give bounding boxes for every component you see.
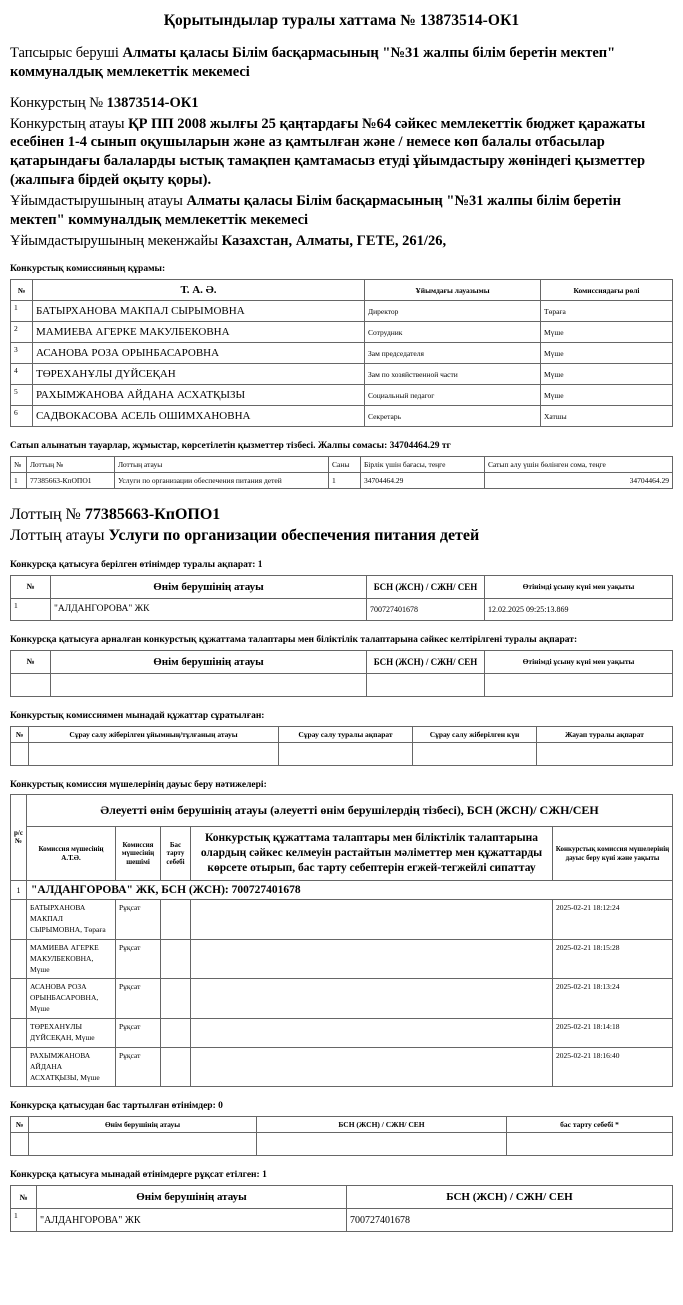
column-header-supplier-group: Әлеуетті өнім берушінің атауы (әлеуетті өнім берушілердің тізбесі), БСН (ЖСН)/ СЖН/СЕН xyxy=(27,795,673,827)
table-row xyxy=(11,473,673,489)
cell-spacer xyxy=(11,939,27,979)
column-header-number: № xyxy=(11,650,51,673)
column-header-role: Комиссиядағы рөлі xyxy=(541,280,673,301)
cell-role: Хатшы xyxy=(541,406,673,427)
column-header-answer-info: Жауап туралы ақпарат xyxy=(537,726,673,742)
table-header-row xyxy=(11,575,673,598)
column-header-organization: Сұрау салу жіберілген ұйымның/тұлғаның атауы xyxy=(29,726,279,742)
cell-number: 3 xyxy=(11,343,33,364)
cell-decision: Рұқсат xyxy=(116,900,161,940)
tender-number-line xyxy=(10,94,673,113)
cell-spacer xyxy=(11,1047,27,1087)
table-row xyxy=(11,364,673,385)
column-header-vote-timestamp: Конкурстық комиссия мүшелерінің дауыс беру күні және уақыты xyxy=(552,827,672,881)
cell-allocated-sum: 34704464.29 xyxy=(485,473,673,489)
table-row xyxy=(11,1047,673,1087)
column-header-number: № xyxy=(11,457,27,473)
cell-fullname: МАМИЕВА АГЕРКЕ МАКУЛБЕКОВНА xyxy=(33,322,365,343)
cell-reason xyxy=(161,1019,191,1048)
voting-results-table xyxy=(10,794,673,1087)
cell-group-title: "АЛДАНГОРОВА" ЖК, БСН (ЖСН): 700727401678 xyxy=(27,881,673,900)
column-header-supplier: Өнім берушінің атауы xyxy=(37,1186,347,1209)
cell-fullname: САДВОКАСОВА АСЕЛЬ ОШИМХАНОВНА xyxy=(33,406,365,427)
customer-label: Тапсырыс беруші xyxy=(10,45,119,61)
compliance-section-label: Конкурсқа қатысуға арналған конкурстық құжаттама талаптары мен біліктілік талаптарына сәйкес келтірілгені туралы ақпарат: xyxy=(10,634,578,645)
column-header-number: № xyxy=(11,726,29,742)
column-header-decision: Комиссия мүшесінің шешімі xyxy=(116,827,161,881)
cell-fullname: АСАНОВА РОЗА ОРЫНБАСАРОВНА xyxy=(33,343,365,364)
column-header-bin: БСН (ЖСН) / СЖН/ СЕН xyxy=(367,650,485,673)
table-row xyxy=(11,979,673,1019)
customer-line xyxy=(10,44,673,82)
cell-number: 6 xyxy=(11,406,33,427)
column-header-bin: БСН (ЖСН) / СЖН/ СЕН xyxy=(347,1186,673,1209)
commission-section-label: Конкурстық комиссияның құрамы: xyxy=(10,264,166,275)
tender-name-label: Конкурстың атауы xyxy=(10,115,125,132)
cell-spacer xyxy=(11,900,27,940)
cell-fullname: ТӨРЕХАНҰЛЫ ДҮЙСЕҚАН xyxy=(33,364,365,385)
cell-supplier xyxy=(51,673,367,696)
admitted-section-label: Конкурсқа қатысуға мынадай өтінімдерге рұқсат етілген: 1 xyxy=(10,1170,267,1181)
cell-number: 4 xyxy=(11,364,33,385)
cell-number xyxy=(11,1133,29,1156)
cell-number: 1 xyxy=(11,1209,37,1232)
table-header-row xyxy=(11,280,673,301)
table-row xyxy=(11,343,673,364)
cell-supplier xyxy=(29,1133,257,1156)
cell-reason xyxy=(161,900,191,940)
cell-description xyxy=(191,979,553,1019)
applications-section-label: Конкурсқа қатысуға берілген өтінімдер туралы ақпарат: 1 xyxy=(10,560,263,571)
column-header-allocated-sum: Сатып алу үшін бөлінген сома, теңге xyxy=(485,457,673,473)
table-header-row xyxy=(11,1186,673,1209)
organizer-name-label: Ұйымдастырушының атауы xyxy=(10,192,183,209)
cell-vote-timestamp: 2025-02-21 18:12:24 xyxy=(552,900,672,940)
table-row xyxy=(11,742,673,765)
admitted-applications-table xyxy=(10,1185,673,1232)
column-header-submitted-at: Өтінімді ұсыну күні мен уақыты xyxy=(485,575,673,598)
cell-spacer xyxy=(11,979,27,1019)
requested-documents-table xyxy=(10,726,673,766)
cell-description xyxy=(191,939,553,979)
column-header-bin: БСН (ЖСН) / СЖН/ СЕН xyxy=(257,1117,507,1133)
organizer-name-value: Алматы қаласы Білім басқармасының "№31 жалпы білім беретін мектеп" коммуналдық мемлекеттік мекемесі xyxy=(10,192,621,228)
cell-submitted-at xyxy=(485,673,673,696)
table-row xyxy=(11,1133,673,1156)
lot-name-label: Лоттың атауы xyxy=(10,527,105,545)
cell-number: 1 xyxy=(11,473,27,489)
column-header-reason: Бас тарту себебі xyxy=(161,827,191,881)
rejected-section-label: Конкурсқа қатысудан бас тартылған өтінімдер: 0 xyxy=(10,1101,223,1112)
table-row xyxy=(11,673,673,696)
cell-reason xyxy=(161,939,191,979)
lot-name-line xyxy=(10,526,673,546)
cell-bin xyxy=(367,673,485,696)
cell-decision: Рұқсат xyxy=(116,1019,161,1048)
cell-vote-timestamp: 2025-02-21 18:14:18 xyxy=(552,1019,672,1048)
cell-reason xyxy=(161,1047,191,1087)
rejected-applications-table xyxy=(10,1116,673,1156)
table-row xyxy=(11,1019,673,1048)
column-header-lot-name: Лоттың атауы xyxy=(115,457,329,473)
cell-fullname: РАХЫМЖАНОВА АЙДАНА АСХАТҚЫЗЫ xyxy=(33,385,365,406)
organizer-address-value: Казахстан, Алматы, ГЕТЕ, 261/26, xyxy=(221,232,447,249)
cell-member: АСАНОВА РОЗА ОРЫНБАСАРОВНА, Мүше xyxy=(27,979,116,1019)
cell-role: Мүше xyxy=(541,385,673,406)
cell-supplier: "АЛДАНГОРОВА" ЖК xyxy=(37,1209,347,1232)
commission-table xyxy=(10,279,673,427)
cell-request-info xyxy=(279,742,413,765)
cell-number: 1 xyxy=(11,301,33,322)
table-header-row xyxy=(11,457,673,473)
cell-vote-timestamp: 2025-02-21 18:15:28 xyxy=(552,939,672,979)
table-header-row xyxy=(11,726,673,742)
organizer-name-line xyxy=(10,192,673,230)
cell-bin xyxy=(257,1133,507,1156)
cell-group-number: 1 xyxy=(11,881,27,900)
cell-number: 2 xyxy=(11,322,33,343)
cell-position: Социальный педагог xyxy=(365,385,541,406)
lot-number-line xyxy=(10,505,673,525)
table-row xyxy=(11,301,673,322)
cell-vote-timestamp: 2025-02-21 18:13:24 xyxy=(552,979,672,1019)
cell-supplier: "АЛДАНГОРОВА" ЖК xyxy=(51,598,367,620)
table-row xyxy=(11,385,673,406)
column-header-description: Конкурстық құжаттама талаптары мен біліктілік талаптарына олардың сәйкес келмеуін растайтын мәліметтер мен құжаттарды көрсете отырып, бас тарту себептерін егжей-тегжейлі сипаттау xyxy=(191,827,553,881)
cell-submitted-at: 12.02.2025 09:25:13.869 xyxy=(485,598,673,620)
column-header-unit-price: Бірлік үшін бағасы, теңге xyxy=(361,457,485,473)
tender-number-value: 13873514-ОК1 xyxy=(106,94,199,111)
column-header-position: Ұйымдағы лауазымы xyxy=(365,280,541,301)
column-header-member: Комиссия мүшесінің А.Т.Ә. xyxy=(27,827,116,881)
organizer-address-line xyxy=(10,232,673,251)
column-header-row-number: р/с № xyxy=(11,795,27,881)
cell-position: Секретарь xyxy=(365,406,541,427)
cell-role: Мүше xyxy=(541,322,673,343)
cell-vote-timestamp: 2025-02-21 18:16:40 xyxy=(552,1047,672,1087)
column-header-sent-date: Сұрау салу жіберілген күн xyxy=(413,726,537,742)
cell-position: Директор xyxy=(365,301,541,322)
cell-reason xyxy=(161,979,191,1019)
table-row xyxy=(11,939,673,979)
cell-position: Зам председателя xyxy=(365,343,541,364)
table-header-row-top xyxy=(11,795,673,827)
cell-number: 1 xyxy=(11,598,51,620)
cell-decision: Рұқсат xyxy=(116,979,161,1019)
cell-role: Мүше xyxy=(541,364,673,385)
cell-description xyxy=(191,900,553,940)
lot-name-value: Услуги по организации обеспечения питания детей xyxy=(108,527,480,545)
cell-role: Мүше xyxy=(541,343,673,364)
purchase-table xyxy=(10,456,673,489)
table-header-row xyxy=(11,650,673,673)
requested-documents-section-label: Конкурстық комиссиямен мынадай құжаттар сұратылған: xyxy=(10,710,265,721)
cell-number: 5 xyxy=(11,385,33,406)
cell-position: Зам по хозяйственной части xyxy=(365,364,541,385)
cell-member: БАТЫРХАНОВА МАКПАЛ СЫРЫМОВНА, Төраға xyxy=(27,900,116,940)
cell-spacer xyxy=(11,1019,27,1048)
cell-description xyxy=(191,1047,553,1087)
cell-number xyxy=(11,673,51,696)
tender-number-label: Конкурстың № xyxy=(10,94,104,111)
column-header-supplier: Өнім берушінің атауы xyxy=(51,575,367,598)
table-row xyxy=(11,598,673,620)
cell-sent-date xyxy=(413,742,537,765)
cell-bin: 700727401678 xyxy=(347,1209,673,1232)
column-header-number: № xyxy=(11,280,33,301)
table-row xyxy=(11,322,673,343)
organizer-address-label: Ұйымдастырушының мекенжайы xyxy=(10,232,219,249)
cell-bin: 700727401678 xyxy=(367,598,485,620)
applications-table xyxy=(10,575,673,621)
table-row xyxy=(11,406,673,427)
table-header-row xyxy=(11,1117,673,1133)
column-header-number: № xyxy=(11,1186,37,1209)
table-header-row-sub xyxy=(11,827,673,881)
cell-quantity: 1 xyxy=(329,473,361,489)
column-header-lot-number: Лоттың № xyxy=(27,457,115,473)
cell-position: Сотрудник xyxy=(365,322,541,343)
tender-name-line xyxy=(10,115,673,190)
column-header-bin: БСН (ЖСН) / СЖН/ СЕН xyxy=(367,575,485,598)
purchase-section-label: Сатып алынатын тауарлар, жұмыстар, көрсетілетін қызметтер тізбесі. Жалпы сомасы: 34704464.29 тг xyxy=(10,441,451,452)
tender-name-value: ҚР ПП 2008 жылғы 25 қаңтардағы №64 сәйкес мемлекеттік бюджет қаражаты есебінен 1-4 сынып оқушыларын және аз қамтылған және / немесе көп балалы отбасылар қатарындағы балаларды ыстық тамақпен қамтамасыз етуді ұйымдастыру жөніндегі қызметтер (жалпыға бірдей оқыту қоры). xyxy=(10,115,646,189)
page-title: Қорытындылар туралы хаттама № 13873514-ОК1 xyxy=(163,12,520,29)
cell-description xyxy=(191,1019,553,1048)
cell-decision: Рұқсат xyxy=(116,939,161,979)
voting-group-row xyxy=(11,881,673,900)
customer-value: Алматы қаласы Білім басқармасының "№31 жалпы білім беретін мектеп" коммуналдық мемлекеттік мекемесі xyxy=(10,45,616,80)
column-header-request-info: Сұрау салу туралы ақпарат xyxy=(279,726,413,742)
table-row xyxy=(11,900,673,940)
lot-number-label: Лоттың № xyxy=(10,506,81,524)
cell-answer-info xyxy=(537,742,673,765)
compliance-table xyxy=(10,650,673,697)
cell-lot-name: Услуги по организации обеспечения питания детей xyxy=(115,473,329,489)
column-header-supplier: Өнім берушінің атауы xyxy=(51,650,367,673)
column-header-quantity: Саны xyxy=(329,457,361,473)
column-header-rejection-reason: бас тарту себебі * xyxy=(507,1117,673,1133)
voting-section-label: Конкурстық комиссия мүшелерінің дауыс беру нәтижелері: xyxy=(10,779,267,790)
column-header-supplier: Өнім берушінің атауы xyxy=(29,1117,257,1133)
cell-role: Төраға xyxy=(541,301,673,322)
column-header-fullname: Т. А. Ә. xyxy=(33,280,365,301)
table-row xyxy=(11,1209,673,1232)
cell-number xyxy=(11,742,29,765)
cell-decision: Рұқсат xyxy=(116,1047,161,1087)
cell-member: ТӨРЕХАНҰЛЫ ДҮЙСЕҚАН, Мүше xyxy=(27,1019,116,1048)
column-header-number: № xyxy=(11,575,51,598)
cell-organization xyxy=(29,742,279,765)
cell-rejection-reason xyxy=(507,1133,673,1156)
cell-fullname: БАТЫРХАНОВА МАКПАЛ СЫРЫМОВНА xyxy=(33,301,365,322)
cell-lot-number: 77385663-КпОПО1 xyxy=(27,473,115,489)
column-header-submitted-at: Өтінімді ұсыну күні мен уақыты xyxy=(485,650,673,673)
cell-member: РАХЫМЖАНОВА АЙДАНА АСХАТҚЫЗЫ, Мүше xyxy=(27,1047,116,1087)
cell-member: МАМИЕВА АГЕРКЕ МАКУЛБЕКОВНА, Мүше xyxy=(27,939,116,979)
column-header-number: № xyxy=(11,1117,29,1133)
cell-unit-price: 34704464.29 xyxy=(361,473,485,489)
lot-number-value: 77385663-КпОПО1 xyxy=(84,506,221,524)
